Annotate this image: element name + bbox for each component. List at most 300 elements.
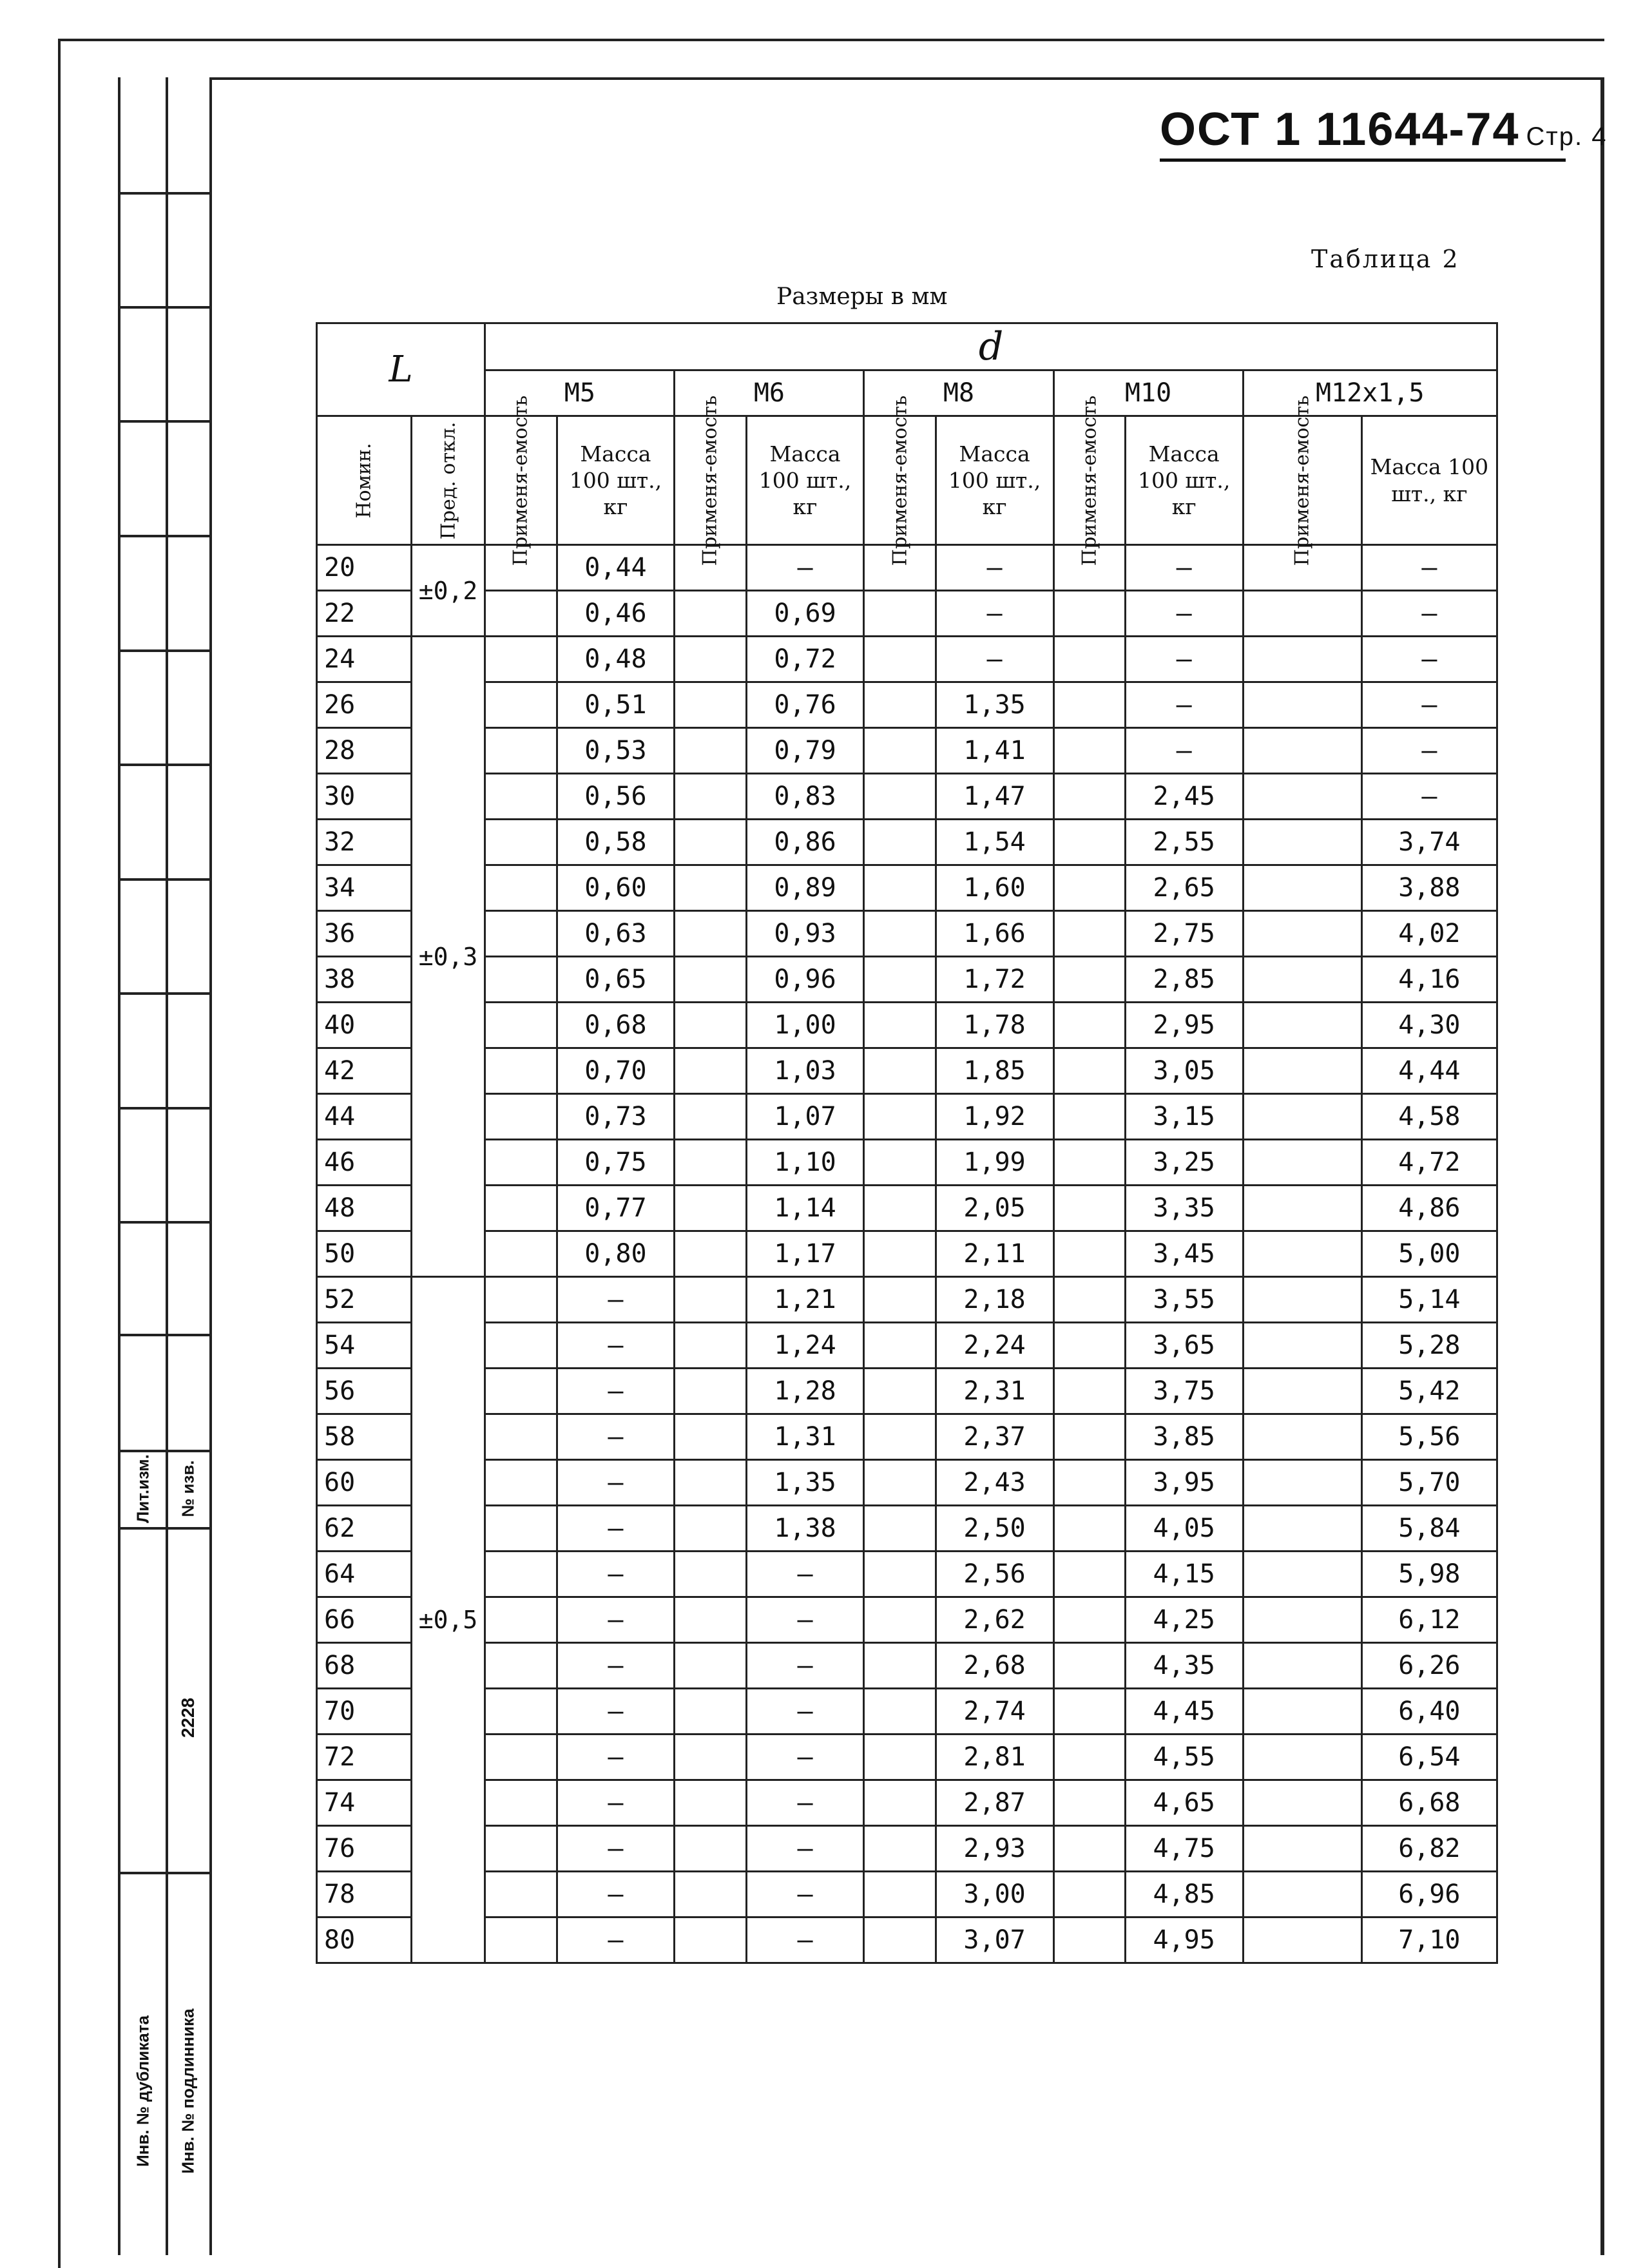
mass-cell-m5: 0,70 [557,1048,675,1094]
nom-header-text: Номин. [352,442,376,519]
mass-cell-m8: 1,78 [936,1003,1053,1048]
mass-cell-m6: – [746,1735,864,1780]
mass-cell-m5: 0,46 [557,591,675,637]
applicability-cell [864,1231,936,1277]
mass-cell-m6: – [746,1780,864,1826]
mass-cell-m5: 0,60 [557,865,675,911]
table-row [317,1003,1497,1048]
mass-cell-m10: 3,05 [1125,1048,1243,1094]
applic-header-text: Применя-емость [889,395,912,566]
nominal-length-cell: 24 [317,637,412,682]
mass-header: Масса 100 шт., кг [936,416,1053,545]
applicability-cell [485,1231,557,1277]
doc-code-underline [1160,159,1566,162]
mass-cell-m8: 1,92 [936,1094,1053,1140]
applicability-cell [675,1826,746,1872]
mass-cell-m12: 6,68 [1361,1780,1497,1826]
table-row [317,1872,1497,1917]
applicability-cell [864,1735,936,1780]
nominal-length-cell: 54 [317,1323,412,1369]
applicability-cell [675,1186,746,1231]
mass-cell-m6: 0,69 [746,591,864,637]
mass-cell-m10: 3,45 [1125,1231,1243,1277]
applicability-cell [864,1003,936,1048]
stamp-line [120,764,212,766]
tolerance-cell: ±0,3 [411,637,485,1277]
applicability-cell [485,1643,557,1689]
mass-cell-m10: 2,45 [1125,774,1243,820]
mass-cell-m5: 0,80 [557,1231,675,1277]
applicability-cell [485,1323,557,1369]
mass-cell-m5: – [557,1277,675,1323]
tol-header-text: Пред. откл. [437,421,460,539]
stamp-line [120,1872,212,1874]
nominal-length-cell: 42 [317,1048,412,1094]
applicability-cell [675,1460,746,1506]
mass-cell-m5: – [557,1506,675,1552]
applicability-cell [864,957,936,1003]
mass-cell-m8: 1,66 [936,911,1053,957]
mass-cell-m5: 0,44 [557,545,675,591]
applicability-cell [485,1506,557,1552]
nominal-length-cell: 34 [317,865,412,911]
applicability-cell [1243,1597,1361,1643]
applicability-cell [485,1369,557,1414]
mass-cell-m5: 0,65 [557,957,675,1003]
size-header: M12x1,5 [1243,370,1497,416]
nominal-length-cell: 38 [317,957,412,1003]
d-header: d [485,323,1497,370]
applicability-cell [1053,774,1125,820]
applicability-cell [675,1643,746,1689]
applicability-cell [1053,1048,1125,1094]
mass-cell-m8: 1,54 [936,820,1053,865]
mass-cell-m5: – [557,1780,675,1826]
table-number: Таблица 2 [1311,245,1460,273]
applicability-cell [675,1369,746,1414]
table-body [317,545,1497,1963]
table-row [317,1506,1497,1552]
applicability-cell [864,865,936,911]
mass-cell-m8: 2,56 [936,1552,1053,1597]
applic-header [1243,395,1361,566]
nominal-length-cell: 20 [317,545,412,591]
applicability-cell [675,957,746,1003]
side-stamp [118,77,209,2255]
mass-cell-m6: – [746,1597,864,1643]
applicability-cell [485,911,557,957]
mass-cell-m5: 0,56 [557,774,675,820]
mass-cell-m12: 4,86 [1361,1186,1497,1231]
applicability-cell [1053,1414,1125,1460]
mass-cell-m6: 1,14 [746,1186,864,1231]
table-row [317,1597,1497,1643]
applicability-cell [485,1597,557,1643]
table-row [317,728,1497,774]
table-row [317,1460,1497,1506]
mass-cell-m5: 0,63 [557,911,675,957]
applicability-cell [1243,774,1361,820]
applicability-cell [675,774,746,820]
table-row [317,865,1497,911]
applicability-cell [1053,1780,1125,1826]
applicability-cell [1243,1140,1361,1186]
applicability-cell [485,1186,557,1231]
applicability-cell [1053,1186,1125,1231]
nominal-length-cell: 30 [317,774,412,820]
mass-cell-m6: – [746,545,864,591]
mass-cell-m6: 1,07 [746,1094,864,1140]
applicability-cell [1243,1048,1361,1094]
applicability-cell [1243,820,1361,865]
mass-cell-m8: 2,24 [936,1323,1053,1369]
nominal-length-cell: 60 [317,1460,412,1506]
applicability-cell [1053,1460,1125,1506]
applicability-cell [864,1826,936,1872]
mass-cell-m8: 1,60 [936,865,1053,911]
nominal-length-cell: 74 [317,1780,412,1826]
applicability-cell [485,728,557,774]
l-header: L [317,323,485,416]
mass-cell-m12: 6,96 [1361,1872,1497,1917]
mass-cell-m5: – [557,1689,675,1735]
nominal-length-cell: 40 [317,1003,412,1048]
applicability-cell [485,1917,557,1963]
stamp-line [120,1221,212,1224]
mass-cell-m12: 5,70 [1361,1460,1497,1506]
mass-cell-m6: – [746,1689,864,1735]
mass-cell-m5: 0,51 [557,682,675,728]
tol-header [411,416,485,545]
applicability-cell [1243,1780,1361,1826]
applicability-cell [1243,1506,1361,1552]
stamp-line [120,649,212,652]
nominal-length-cell: 46 [317,1140,412,1186]
mass-cell-m8: 2,18 [936,1277,1053,1323]
mass-cell-m10: 3,65 [1125,1323,1243,1369]
table-row [317,1643,1497,1689]
applicability-cell [675,911,746,957]
mass-cell-m5: – [557,1323,675,1369]
applicability-cell [675,1414,746,1460]
mass-cell-m6: 0,89 [746,865,864,911]
applicability-cell [485,865,557,911]
mass-cell-m8: 1,41 [936,728,1053,774]
applicability-cell [1243,1186,1361,1231]
applicability-cell [675,1048,746,1094]
applicability-cell [864,1094,936,1140]
nominal-length-cell: 56 [317,1369,412,1414]
mass-cell-m12: 6,82 [1361,1826,1497,1872]
mass-cell-m8: 1,35 [936,682,1053,728]
table-row [317,1369,1497,1414]
applicability-cell [864,774,936,820]
applicability-cell [1243,1231,1361,1277]
applicability-cell [485,957,557,1003]
mass-cell-m10: 4,05 [1125,1506,1243,1552]
mass-cell-m10: 4,85 [1125,1872,1243,1917]
doc-header [1160,103,1607,156]
mass-cell-m6: 1,00 [746,1003,864,1048]
applicability-cell [1053,637,1125,682]
table-row [317,820,1497,865]
mass-cell-m6: 1,17 [746,1231,864,1277]
mass-cell-m6: 1,35 [746,1460,864,1506]
applicability-cell [1053,1140,1125,1186]
applic-header-text: Применя-емость [1078,395,1101,566]
applicability-cell [864,1186,936,1231]
mass-cell-m8: 1,85 [936,1048,1053,1094]
mass-cell-m6: – [746,1643,864,1689]
applicability-cell [1243,1414,1361,1460]
applicability-cell [1243,1460,1361,1506]
stamp-line [120,1107,212,1110]
applicability-cell [485,1826,557,1872]
nominal-length-cell: 72 [317,1735,412,1780]
applicability-cell [1243,1735,1361,1780]
applicability-cell [1243,1003,1361,1048]
applicability-cell [864,1872,936,1917]
mass-cell-m12: 5,42 [1361,1369,1497,1414]
mass-cell-m12: 5,14 [1361,1277,1497,1323]
stamp-line [120,1334,212,1336]
applicability-cell [1243,682,1361,728]
applicability-cell [864,728,936,774]
applicability-cell [675,865,746,911]
table-row [317,1186,1497,1231]
mass-cell-m6: 1,10 [746,1140,864,1186]
applicability-cell [864,1643,936,1689]
nominal-length-cell: 76 [317,1826,412,1872]
mass-cell-m10: 2,55 [1125,820,1243,865]
table-row [317,911,1497,957]
dimensions-table [316,322,1498,1964]
mass-cell-m6: 0,79 [746,728,864,774]
mass-cell-m10: 2,95 [1125,1003,1243,1048]
applicability-cell [1243,591,1361,637]
mass-cell-m10: 4,55 [1125,1735,1243,1780]
mass-cell-m10: 3,15 [1125,1094,1243,1140]
applicability-cell [1243,1094,1361,1140]
mass-cell-m5: – [557,1597,675,1643]
applicability-cell [1053,1003,1125,1048]
inventory-number: 2228 [178,1697,198,1738]
mass-cell-m8: 2,11 [936,1231,1053,1277]
applicability-cell [1053,1231,1125,1277]
applicability-cell [485,1780,557,1826]
applic-header [675,395,746,566]
mass-cell-m12: – [1361,637,1497,682]
table-row [317,637,1497,682]
applicability-cell [675,1323,746,1369]
mass-cell-m5: – [557,1460,675,1506]
stamp-line [120,420,212,423]
mass-cell-m5: – [557,1917,675,1963]
mass-cell-m12: 4,72 [1361,1140,1497,1186]
mass-cell-m6: 0,76 [746,682,864,728]
mass-cell-m12: 6,26 [1361,1643,1497,1689]
mass-cell-m8: – [936,637,1053,682]
applicability-cell [1053,1826,1125,1872]
applicability-cell [1243,911,1361,957]
mass-cell-m5: 0,77 [557,1186,675,1231]
applicability-cell [485,1094,557,1140]
mass-cell-m5: – [557,1872,675,1917]
mass-cell-m10: 4,95 [1125,1917,1243,1963]
mass-cell-m12: – [1361,545,1497,591]
mass-cell-m5: 0,53 [557,728,675,774]
table-row [317,957,1497,1003]
mass-cell-m12: 3,88 [1361,865,1497,911]
mass-cell-m12: 4,30 [1361,1003,1497,1048]
mass-cell-m8: 2,37 [936,1414,1053,1460]
units-caption: Размеры в мм [776,284,948,310]
tolerance-cell: ±0,2 [411,545,485,637]
table-row [317,1231,1497,1277]
size-header: M10 [1053,370,1243,416]
mass-cell-m10: 4,75 [1125,1826,1243,1872]
nominal-length-cell: 28 [317,728,412,774]
applicability-cell [864,1140,936,1186]
mass-cell-m5: – [557,1552,675,1597]
applic-header-text: Применя-емость [509,395,532,566]
mass-cell-m12: 5,28 [1361,1323,1497,1369]
lit-izm-label: Лит.изм. [133,1454,153,1523]
table-row [317,1552,1497,1597]
mass-cell-m12: 5,56 [1361,1414,1497,1460]
applicability-cell [675,1735,746,1780]
mass-cell-m12: 6,12 [1361,1597,1497,1643]
table-row [317,774,1497,820]
mass-cell-m6: 1,21 [746,1277,864,1323]
mass-cell-m12: 3,74 [1361,820,1497,865]
mass-cell-m6: 1,28 [746,1369,864,1414]
mass-cell-m10: 3,75 [1125,1369,1243,1414]
applicability-cell [1053,1323,1125,1369]
applicability-cell [864,1369,936,1414]
mass-cell-m12: 5,00 [1361,1231,1497,1277]
applicability-cell [864,1277,936,1323]
applicability-cell [1053,1689,1125,1735]
mass-cell-m6: 0,86 [746,820,864,865]
applicability-cell [485,1277,557,1323]
mass-cell-m8: 3,00 [936,1872,1053,1917]
inv-podl-label: Инв. № подлинника [178,2008,198,2174]
mass-cell-m10: 4,15 [1125,1552,1243,1597]
mass-cell-m5: – [557,1414,675,1460]
applicability-cell [1243,1643,1361,1689]
applicability-cell [1243,1917,1361,1963]
applicability-cell [675,1872,746,1917]
mass-cell-m10: 3,25 [1125,1140,1243,1186]
applicability-cell [864,682,936,728]
applicability-cell [1053,728,1125,774]
nominal-length-cell: 50 [317,1231,412,1277]
mass-cell-m5: 0,73 [557,1094,675,1140]
mass-cell-m12: 4,44 [1361,1048,1497,1094]
stamp-line [120,535,212,537]
mass-cell-m12: 5,84 [1361,1506,1497,1552]
applicability-cell [1053,1735,1125,1780]
mass-cell-m10: 2,65 [1125,865,1243,911]
mass-cell-m10: – [1125,682,1243,728]
applicability-cell [485,1140,557,1186]
mass-cell-m6: 0,93 [746,911,864,957]
applicability-cell [1243,1872,1361,1917]
mass-cell-m10: 2,85 [1125,957,1243,1003]
applicability-cell [864,591,936,637]
side-stamp-divider [166,77,168,2255]
mass-cell-m6: 1,38 [746,1506,864,1552]
mass-cell-m6: – [746,1552,864,1597]
tolerance-cell: ±0,5 [411,1277,485,1963]
applicability-cell [485,820,557,865]
mass-cell-m5: – [557,1643,675,1689]
applicability-cell [864,637,936,682]
mass-cell-m12: 7,10 [1361,1917,1497,1963]
applic-header-text: Применя-емость [1291,395,1314,566]
applicability-cell [1243,1689,1361,1735]
applicability-cell [485,1735,557,1780]
applicability-cell [675,1597,746,1643]
applicability-cell [675,1780,746,1826]
mass-cell-m8: 1,99 [936,1140,1053,1186]
stamp-line [120,992,212,995]
applicability-cell [485,637,557,682]
mass-cell-m5: 0,48 [557,637,675,682]
mass-cell-m6: 1,03 [746,1048,864,1094]
mass-cell-m8: – [936,545,1053,591]
applicability-cell [485,774,557,820]
applicability-cell [1243,1277,1361,1323]
nominal-length-cell: 80 [317,1917,412,1963]
mass-cell-m10: 4,65 [1125,1780,1243,1826]
mass-cell-m5: – [557,1735,675,1780]
mass-cell-m6: 0,96 [746,957,864,1003]
applicability-cell [675,1094,746,1140]
applicability-cell [485,1552,557,1597]
applicability-cell [1053,1277,1125,1323]
applicability-cell [675,1552,746,1597]
inv-dubl-label: Инв. № дубликата [133,2015,153,2167]
applicability-cell [1243,1552,1361,1597]
nominal-length-cell: 68 [317,1643,412,1689]
applicability-cell [1053,1094,1125,1140]
page-number: Стр. 4 [1526,122,1608,151]
mass-cell-m8: 2,87 [936,1780,1053,1826]
mass-cell-m6: 0,72 [746,637,864,682]
doc-code: ОСТ 1 11644-74 [1160,104,1520,155]
mass-cell-m8: 1,47 [936,774,1053,820]
mass-cell-m6: – [746,1872,864,1917]
nominal-length-cell: 66 [317,1597,412,1643]
mass-cell-m8: 1,72 [936,957,1053,1003]
mass-cell-m12: – [1361,728,1497,774]
nominal-length-cell: 22 [317,591,412,637]
nom-header [317,416,412,545]
table-row [317,591,1497,637]
no-izv-label: № изв. [178,1460,198,1517]
mass-cell-m10: 3,85 [1125,1414,1243,1460]
mass-cell-m12: – [1361,682,1497,728]
applicability-cell [1243,1323,1361,1369]
table-row [317,682,1497,728]
mass-cell-m10: 4,45 [1125,1689,1243,1735]
mass-cell-m8: 2,62 [936,1597,1053,1643]
applicability-cell [1053,957,1125,1003]
stamp-line [120,878,212,881]
applicability-cell [675,591,746,637]
